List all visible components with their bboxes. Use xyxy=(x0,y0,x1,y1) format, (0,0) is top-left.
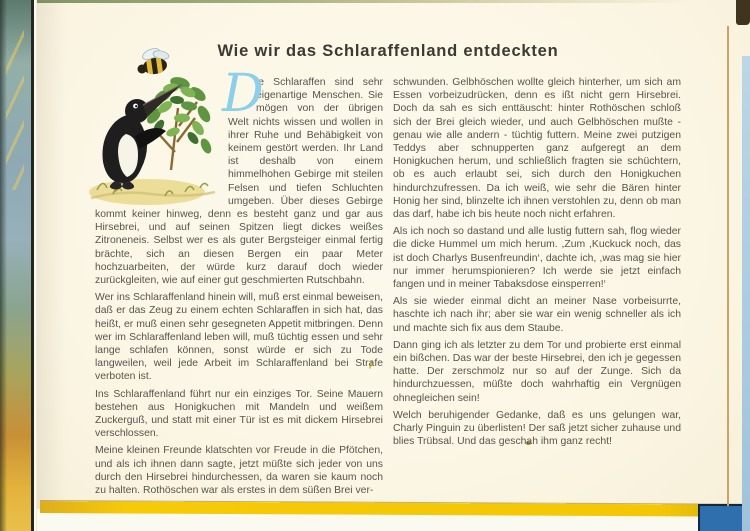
penguin-bee-illustration xyxy=(85,50,221,208)
paragraph: schwunden. Gelbhöschen wollte gleich hinterher, um sich am Essen vorbeizudrücken, denn es ißt nicht gern Hirsebrei. Doch da sah es sich enttäuscht: hinter Rothöschen schloß sich der Brei gleich wieder, und auch Gelbhöschen mußte - genau wie alle andern - tüchtig futtern. Meine zwei putzigen Teddys aber schnupperten ganz aufgeregt an dem Honigkuchen herum, und schließlich fragten sie schüchtern, ob es auch erlaubt sei, sich durch den Honigkuchen hindurchzufressen. Da ich weiß, wie sehr die Bären hinter Honig her sind, blinzelte ich ihnen verstohlen zu, denn ob man das darf, habe ich bis heute noch nicht erfahren. xyxy=(393,77,681,221)
book-page xyxy=(95,42,681,501)
drop-cap: D xyxy=(222,64,264,124)
illustration-block xyxy=(95,76,219,198)
paragraph: Als ich noch so dastand und alle lustig futtern sah, flog wieder die dicke Hummel um mich herum. ,Zum ,Kuckuck noch, das ist doch Charlys Busenfreundin‘, dachte ich, ,was mag sie hier nur immer herumspionieren? Ich werde sie jetzt einfach fangen und in meiner Tabaksdose einsperren!‘ xyxy=(393,226,681,291)
top-page-edge xyxy=(0,0,690,3)
right-page-edge-line xyxy=(727,26,729,506)
binding-shadow xyxy=(36,0,66,531)
paragraph-text: ie Schlaraffen sind sehr eigenartige Menschen. Sie mögen von der übrigen Welt nichts wissen und wollen in ihrer Ruhe und Behäbigkeit von keinem gestört werden. Ihr Land ist deshalb von einem himmelhohen Gebirge mit steilen Felsen und tiefen Schluchten umgeben. Über dieses Gebirge kommt keiner hinweg, denn es besteht ganz und gar aus Hirsebrei, und auf seinen Spitzen liegt dickes weißes Zitroneneis. Selbst wer es als guter Bergsteiger einmal fertig brächte, sich an diesen Bergen ein paar Meter hochzuarbeiten, der würde kurz darauf doch wieder zurückgleiten, wie auf einer gut geschmierten Rutschbahn. xyxy=(95,77,383,287)
paragraph: Wer ins Schlaraffenland hinein will, muß erst einmal beweisen, daß er das Zeug zu einem echten Schlaraffen in sich hat, das heißt, er muß einen sehr gesegneten Appetit mitbringen. Denn wer im Schlaraffenland leben will, muß tüchtig essen und sehr lange schlafen können, sonst würde er sich zu Tode langweilen, weil jede Arbeit im Schlaraffenland bei Strafe verboten ist. xyxy=(95,292,383,383)
paragraph: Welch beruhigender Gedanke, daß es uns gelungen war, Charly Pinguin zu überlisten! Der saß jetzt sicher zuhause und blies Trübsal. Und das geschah ihm ganz recht! xyxy=(393,409,681,448)
bee-icon xyxy=(138,46,170,78)
right-column xyxy=(393,76,681,501)
paragraph: Als sie wieder einmal dicht an meiner Nase vorbeisurrte, haschte ich nach ihr; aber sie war ein wenig schneller als ich und machte sich fix aus dem Staube. xyxy=(393,296,681,334)
page-title: Wie wir das Schlaraffenland entdeckten xyxy=(217,42,559,60)
bush-icon xyxy=(144,75,213,170)
left-column xyxy=(95,64,383,501)
paragraph: Dann ging ich als letzter zu dem Tor und probierte erst einmal ein bißchen. Das war der beste Hirsebrei, den ich je gegessen hatte. Der zerschmolz nur so auf der Zunge. Sich da hindurchzuessen, müßte doch wahrhaftig ein Vergnügen ohnegleichen sein! xyxy=(393,339,681,404)
left-page-edge xyxy=(0,0,31,531)
paragraph: Meine kleinen Freunde klatschten vor Freude in die Pfötchen, und als ich ihnen dann sagte, jetzt müßte sich jeder von uns durch den Hirsebrei hindurchessen, da waren sie kaum noch zu halten. Rothöschen war als erstes in dem süßen Brei ver- xyxy=(95,445,383,497)
drop-cap-box xyxy=(222,64,264,124)
grass-icon xyxy=(89,179,215,205)
paragraph: Ins Schlaraffenland führt nur ein einziges Tor. Seine Mauern bestehen aus Honigkuchen mit Mandeln und weißem Zuckerguß, und statt mit einer Tür ist es mit dickem Hirsebrei verschlossen. xyxy=(95,388,383,440)
right-page-edge-blue xyxy=(742,56,750,531)
penguin-icon xyxy=(103,84,183,192)
top-right-corner-mark xyxy=(736,0,750,25)
text-columns xyxy=(95,64,681,501)
